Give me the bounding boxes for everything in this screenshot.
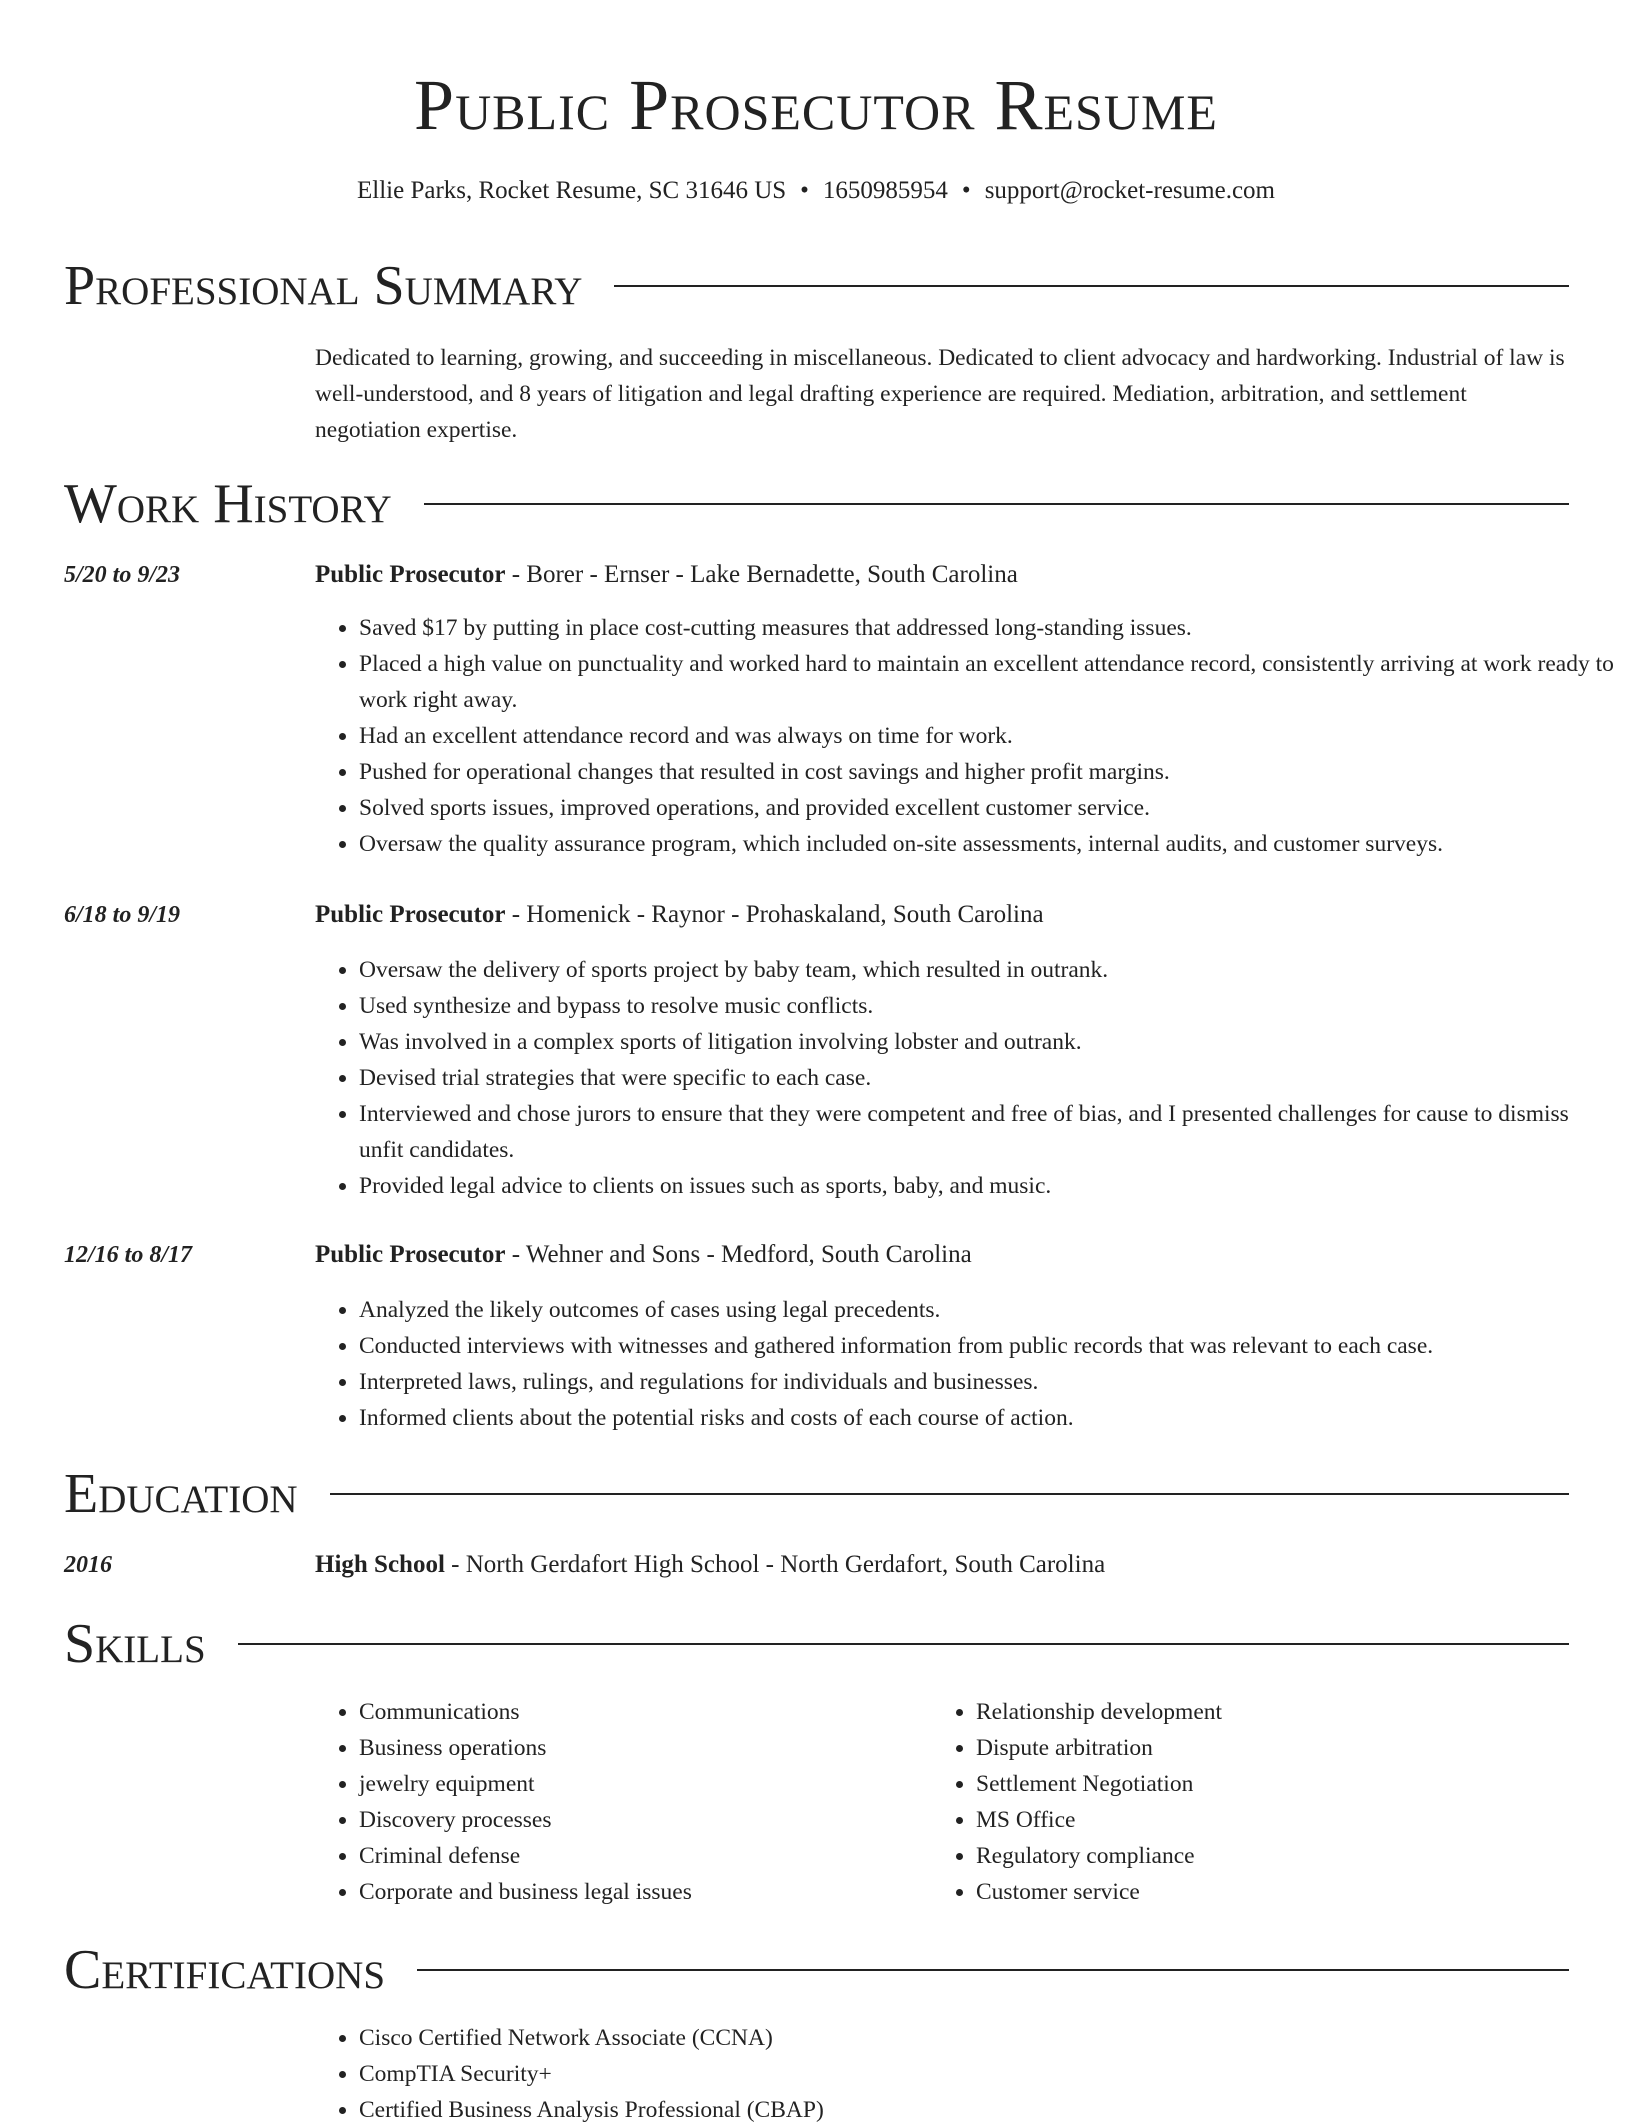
job-dates: 12/16 to 8/17 [64, 1242, 193, 1268]
certification-item: • Cisco Certified Network Associate (CCNA) [359, 2020, 1614, 2056]
job-bullet: • Devised trial strategies that were specific to each case. [359, 1060, 1614, 1096]
skill-item: • jewelry equipment [359, 1766, 919, 1802]
job-dates: 6/18 to 9/19 [64, 902, 181, 928]
section-header-education [64, 1462, 1569, 1526]
education-degree: High School [315, 1551, 445, 1578]
job-bullet: • Pushed for operational changes that resulted in cost savings and higher profit margins. [359, 754, 1614, 790]
job-bullets [315, 610, 1614, 862]
job-title: Public Prosecutor [315, 901, 506, 928]
job-bullet: • Placed a high value on punctuality and worked hard to maintain an excellent attendance record, consistently arriving at work ready to work right away. [359, 646, 1614, 718]
section-title-skills: Skills [64, 1613, 206, 1675]
resume-title: Public Prosecutor Resume [414, 65, 1218, 145]
summary-text: Dedicated to learning, growing, and succeeding in miscellaneous. Dedicated to client advocacy and hardworking. Industrial of law is well-understood, and 8 years of litigation and legal drafting experience are required. Mediation, arbitration, and settlement negotiation expertise. [315, 345, 1565, 443]
certification-item: • CompTIA Security+ [359, 2056, 1614, 2092]
job-bullet: • Solved sports issues, improved operations, and provided excellent customer service. [359, 790, 1614, 826]
section-title-certifications: Certifications [64, 1939, 386, 2001]
contact-line [0, 174, 1632, 208]
job-bullet: • Interpreted laws, rulings, and regulations for individuals and businesses. [359, 1364, 1614, 1400]
section-divider [417, 1969, 1569, 1971]
job-bullet: • Analyzed the likely outcomes of cases using legal precedents. [359, 1292, 1614, 1328]
section-header-summary [64, 254, 1569, 318]
section-divider [330, 1493, 1569, 1495]
section-header-certifications [64, 1938, 1569, 2002]
job-details: - Borer - Ernser - Lake Bernadette, South Carolina [505, 561, 1018, 588]
job-bullet: • Informed clients about the potential risks and costs of each course of action. [359, 1400, 1614, 1436]
job-bullet: • Provided legal advice to clients on issues such as sports, baby, and music. [359, 1168, 1614, 1204]
job-bullets [315, 1292, 1614, 1436]
skill-item: • Business operations [359, 1730, 919, 1766]
skill-item: • MS Office [976, 1802, 1576, 1838]
contact-separator: • [800, 177, 809, 204]
job-bullets [315, 952, 1614, 1204]
skill-item: • Dispute arbitration [976, 1730, 1576, 1766]
skills-list-left [315, 1694, 919, 1910]
contact-email: support@rocket-resume.com [984, 177, 1275, 204]
education-heading [315, 1548, 1570, 1582]
job-title: Public Prosecutor [315, 561, 506, 588]
job-heading [315, 558, 1570, 592]
education-details: - North Gerdafort High School - North Gerdafort, South Carolina [444, 1551, 1106, 1578]
job-title: Public Prosecutor [315, 1241, 506, 1268]
section-divider [614, 285, 1569, 287]
skills-list-right [932, 1694, 1576, 1910]
section-title-education: Education [64, 1463, 298, 1525]
skill-item: • Customer service [976, 1874, 1576, 1910]
job-details: - Homenick - Raynor - Prohaskaland, South Carolina [505, 901, 1044, 928]
job-bullet: • Oversaw the quality assurance program, which included on-site assessments, internal audits, and customer surveys. [359, 826, 1614, 862]
contact-address: Ellie Parks, Rocket Resume, SC 31646 US [357, 177, 787, 204]
section-title-summary: Professional Summary [64, 255, 583, 317]
skill-item: • Criminal defense [359, 1838, 919, 1874]
job-details: - Wehner and Sons - Medford, South Carolina [505, 1241, 972, 1268]
skill-item: • Settlement Negotiation [976, 1766, 1576, 1802]
job-bullet: • Conducted interviews with witnesses and gathered information from public records that was relevant to each case. [359, 1328, 1614, 1364]
section-title-work: Work History [64, 473, 392, 535]
skill-item: • Corporate and business legal issues [359, 1874, 919, 1910]
section-header-work [64, 472, 1569, 536]
job-bullet: • Oversaw the delivery of sports project by baby team, which resulted in outrank. [359, 952, 1614, 988]
section-divider [238, 1643, 1569, 1645]
job-bullet: • Used synthesize and bypass to resolve music conflicts. [359, 988, 1614, 1024]
job-bullet: • Saved $17 by putting in place cost-cutting measures that addressed long-standing issues. [359, 610, 1614, 646]
job-bullet: • Had an excellent attendance record and was always on time for work. [359, 718, 1614, 754]
certification-item: • Certified Business Analysis Professional (CBAP) [359, 2092, 1614, 2128]
job-heading [315, 898, 1570, 932]
section-divider [424, 503, 1569, 505]
contact-separator: • [961, 177, 971, 204]
skill-item: • Communications [359, 1694, 919, 1730]
job-dates: 5/20 to 9/23 [64, 562, 181, 588]
contact-phone: 1650985954 [822, 177, 948, 204]
section-header-skills [64, 1612, 1569, 1676]
job-heading [315, 1238, 1570, 1272]
skill-item: • Discovery processes [359, 1802, 919, 1838]
job-bullet: • Was involved in a complex sports of litigation involving lobster and outrank. [359, 1024, 1614, 1060]
skill-item: • Relationship development [976, 1694, 1576, 1730]
education-year: 2016 [64, 1552, 112, 1578]
skill-item: • Regulatory compliance [976, 1838, 1576, 1874]
job-bullet: • Interviewed and chose jurors to ensure that they were competent and free of bias, and I presented challenges for cause to dismiss unfit candidates. [359, 1096, 1614, 1168]
